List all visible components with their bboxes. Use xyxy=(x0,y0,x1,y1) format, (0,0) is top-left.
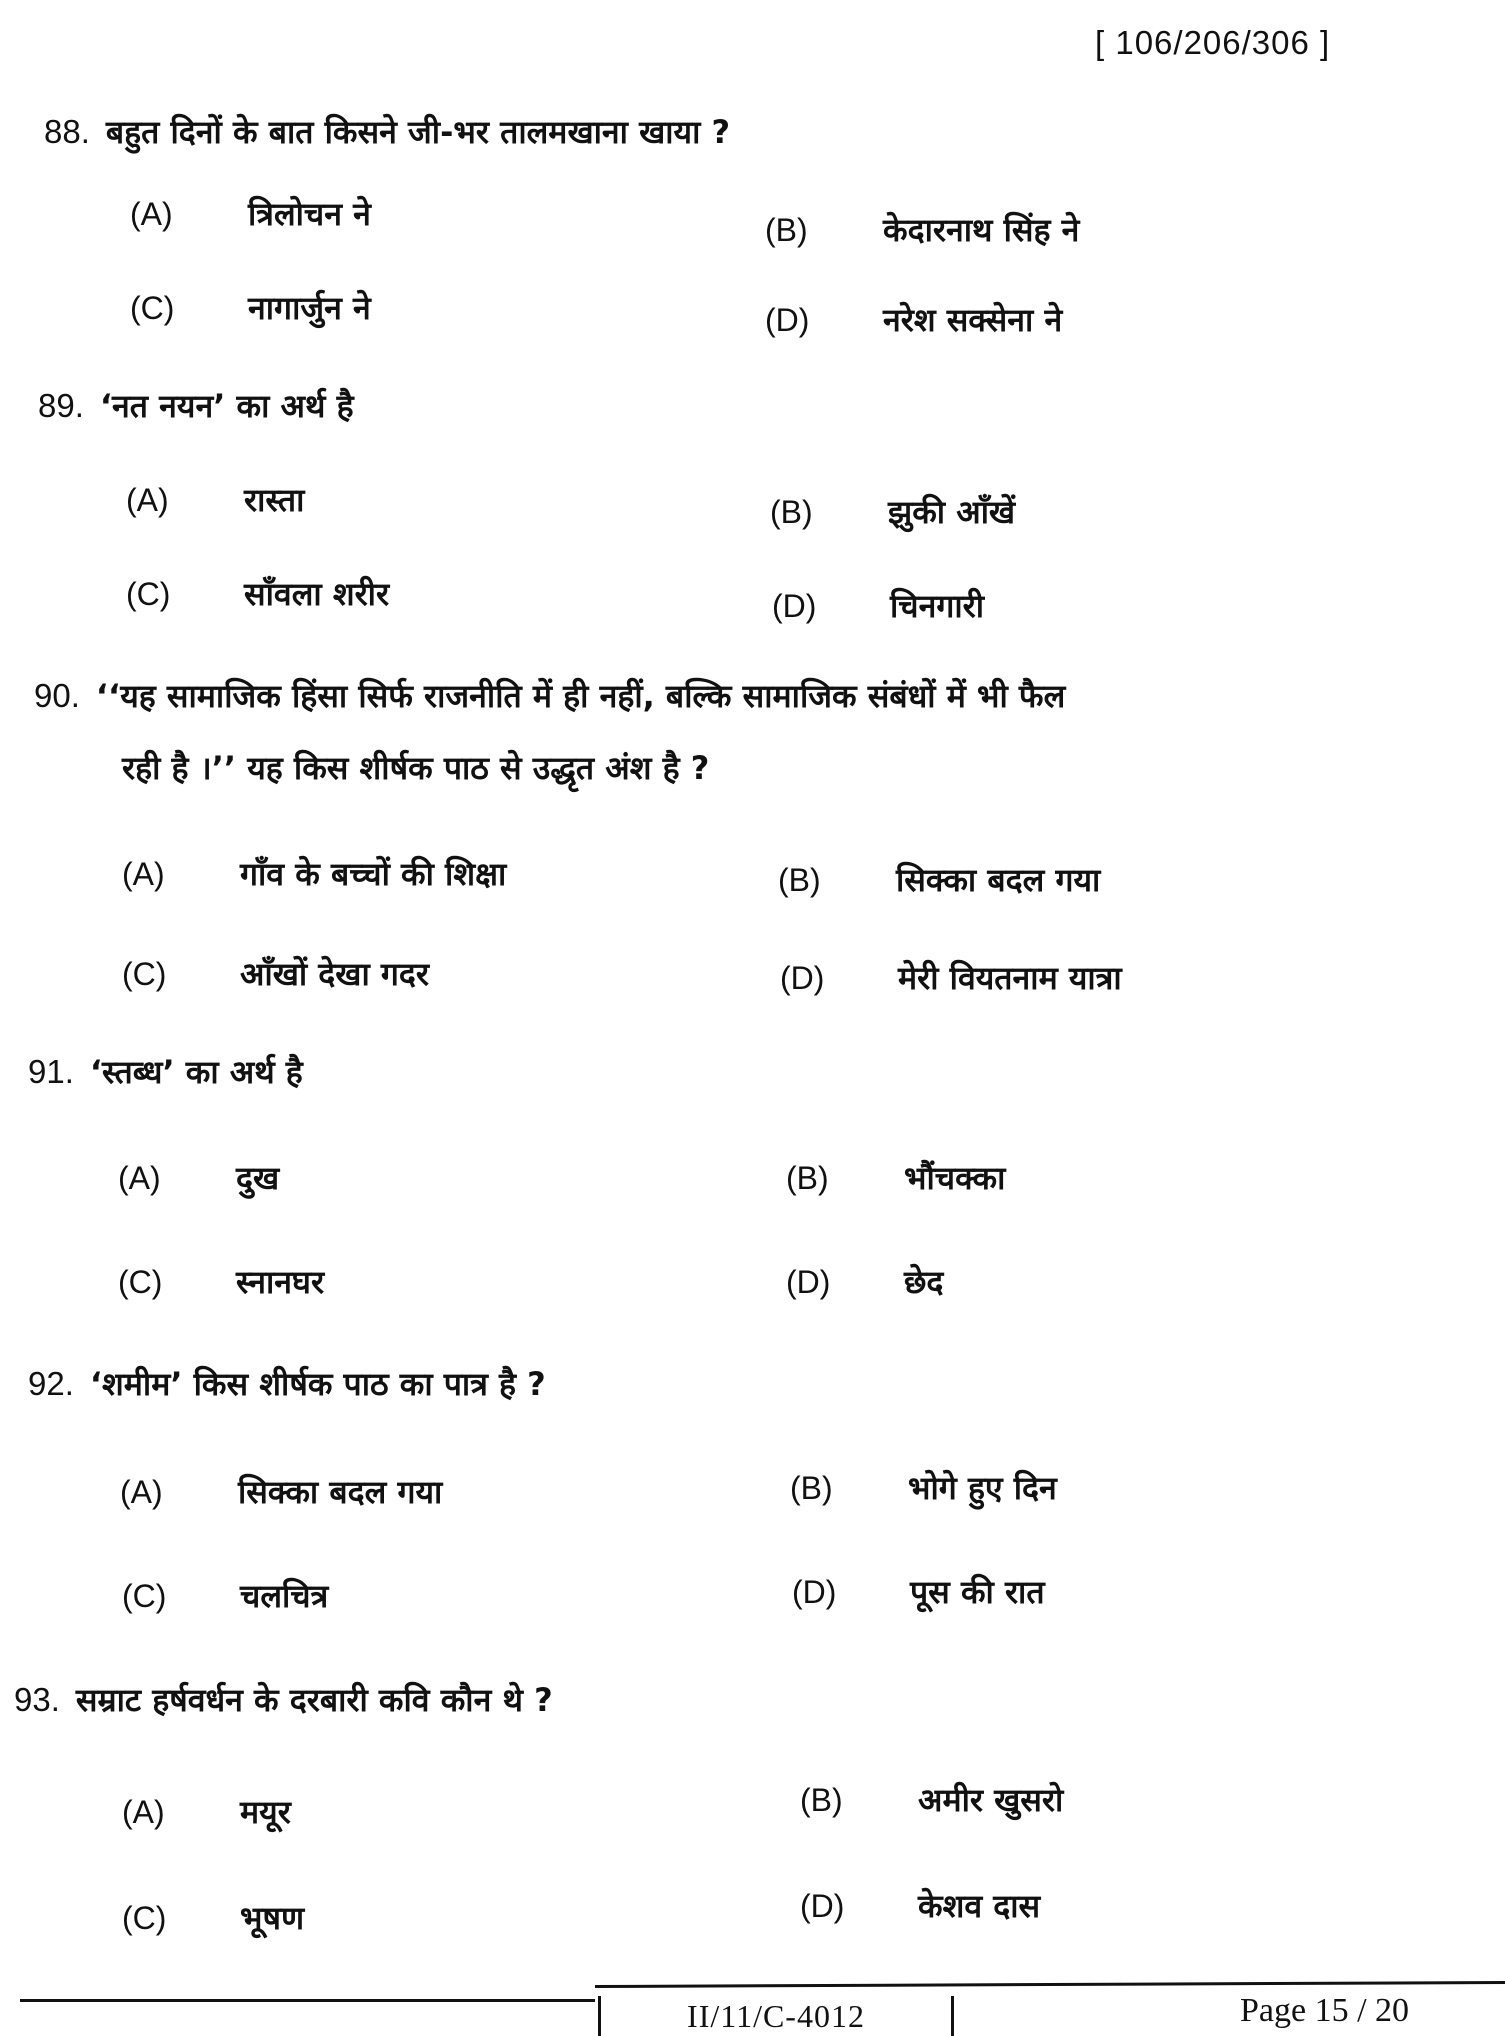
option-label: (B) xyxy=(800,1782,843,1818)
option-text: सिक्का बदल गया xyxy=(896,861,1101,899)
option-a[interactable] xyxy=(122,1790,291,1833)
option-text: चलचित्र xyxy=(240,1577,329,1615)
option-c[interactable] xyxy=(122,1896,304,1939)
option-text: त्रिलोचन ने xyxy=(248,195,371,233)
option-label: (A) xyxy=(122,1794,165,1830)
option-d[interactable] xyxy=(765,298,1062,341)
option-label: (B) xyxy=(765,212,808,248)
option-label: (A) xyxy=(118,1160,161,1196)
question-text: सम्राट हर्षवर्धन के दरबारी कवि कौन थे ? xyxy=(75,1681,553,1719)
option-label: (D) xyxy=(772,588,817,624)
question-text: बहुत दिनों के बात किसने जी-भर तालमखाना खाया ? xyxy=(105,113,731,151)
option-label: (C) xyxy=(122,956,167,992)
option-text: नरेश सक्सेना ने xyxy=(883,301,1063,339)
question-stem xyxy=(14,1664,553,1736)
option-d[interactable] xyxy=(780,956,1122,999)
question-text-continued: रही है ।’’ यह किस शीर्षक पाठ से उद्धृत अंश है ? xyxy=(122,749,710,787)
question-text: ‘‘यह सामाजिक हिंसा सिर्फ राजनीति में ही नहीं, बल्कि सामाजिक संबंधों में भी फैल xyxy=(95,677,1066,715)
option-text: केशव दास xyxy=(918,1887,1041,1925)
option-label: (C) xyxy=(122,1578,167,1614)
option-b[interactable] xyxy=(765,208,1079,251)
option-c[interactable] xyxy=(122,1574,328,1617)
option-b[interactable] xyxy=(786,1156,1005,1199)
option-text: स्नानघर xyxy=(236,1263,325,1301)
option-label: (A) xyxy=(120,1474,163,1510)
option-text: सिक्का बदल गया xyxy=(238,1473,443,1511)
option-text: नागार्जुन ने xyxy=(248,289,371,327)
option-text: झुकी आँखें xyxy=(888,493,1016,531)
option-d[interactable] xyxy=(786,1260,943,1303)
option-label: (A) xyxy=(122,856,165,892)
option-d[interactable] xyxy=(792,1570,1045,1613)
option-text: छेद xyxy=(904,1263,944,1301)
option-d[interactable] xyxy=(772,584,984,627)
option-b[interactable] xyxy=(770,490,1015,533)
option-label: (B) xyxy=(786,1160,829,1196)
option-label: (C) xyxy=(118,1264,163,1300)
option-text: अमीर खुसरो xyxy=(918,1781,1064,1819)
question-text: ‘स्तब्ध’ का अर्थ है xyxy=(89,1053,303,1091)
option-text: गाँव के बच्चों की शिक्षा xyxy=(240,855,507,893)
option-text: मयूर xyxy=(240,1793,291,1831)
option-label: (D) xyxy=(765,302,810,338)
option-label: (C) xyxy=(126,576,171,612)
option-text: पूस की रात xyxy=(910,1573,1045,1611)
option-a[interactable] xyxy=(130,192,371,235)
option-text: चिनगारी xyxy=(890,587,985,625)
booklet-code: II/11/C-4012 xyxy=(598,1996,954,2036)
footer-rule-left xyxy=(20,1999,595,2002)
page-code: [ 106/206/306 ] xyxy=(1095,24,1331,61)
option-label: (D) xyxy=(786,1264,831,1300)
question-text: ‘नत नयन’ का अर्थ है xyxy=(99,387,354,425)
option-label: (D) xyxy=(792,1574,837,1610)
option-label: (C) xyxy=(130,290,175,326)
option-b[interactable] xyxy=(778,858,1100,901)
question-number: 90. xyxy=(34,677,80,714)
option-c[interactable] xyxy=(126,572,389,615)
option-c[interactable] xyxy=(122,952,429,995)
option-text: भूषण xyxy=(240,1899,305,1937)
question-text: ‘शमीम’ किस शीर्षक पाठ का पात्र है ? xyxy=(89,1365,546,1403)
question-number: 92. xyxy=(28,1365,74,1402)
question-number: 88. xyxy=(44,113,90,150)
option-text: केदारनाथ सिंह ने xyxy=(883,211,1080,249)
question-number: 93. xyxy=(14,1681,60,1718)
option-c[interactable] xyxy=(118,1260,324,1303)
option-text: रास्ता xyxy=(244,481,305,519)
option-text: भोगे हुए दिन xyxy=(908,1469,1057,1507)
question-stem xyxy=(34,660,1065,804)
question-stem xyxy=(38,370,354,442)
option-text: आँखों देखा गदर xyxy=(240,955,430,993)
footer-rule-right xyxy=(595,1981,1505,1988)
question-stem xyxy=(44,96,730,168)
question-stem xyxy=(28,1348,546,1420)
option-text: दुख xyxy=(236,1159,280,1197)
option-label: (A) xyxy=(126,482,169,518)
option-a[interactable] xyxy=(120,1470,442,1513)
option-a[interactable] xyxy=(122,852,506,895)
option-label: (C) xyxy=(122,1900,167,1936)
question-number: 89. xyxy=(38,387,84,424)
option-text: भौंचक्का xyxy=(904,1159,1006,1197)
page-indicator: Page 15 / 20 xyxy=(1240,1992,1410,2029)
option-c[interactable] xyxy=(130,286,371,329)
option-label: (A) xyxy=(130,196,173,232)
question-stem xyxy=(28,1036,303,1108)
question-number: 91. xyxy=(28,1053,74,1090)
option-a[interactable] xyxy=(126,478,304,521)
option-a[interactable] xyxy=(118,1156,279,1199)
option-text: मेरी वियतनाम यात्रा xyxy=(898,959,1122,997)
option-b[interactable] xyxy=(790,1466,1057,1509)
option-label: (B) xyxy=(790,1470,833,1506)
option-b[interactable] xyxy=(800,1778,1063,1821)
option-text: साँवला शरीर xyxy=(244,575,390,613)
option-label: (B) xyxy=(778,862,821,898)
option-label: (D) xyxy=(780,960,825,996)
option-label: (D) xyxy=(800,1888,845,1924)
option-d[interactable] xyxy=(800,1884,1040,1927)
option-label: (B) xyxy=(770,494,813,530)
